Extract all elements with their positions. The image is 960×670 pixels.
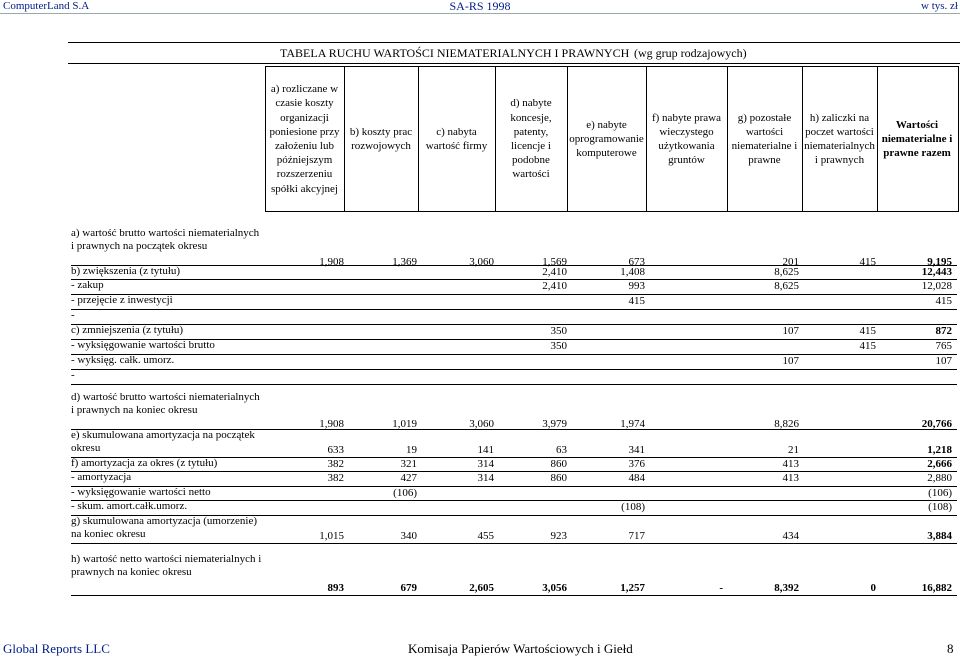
- table-cell: 8,392: [774, 582, 799, 594]
- table-cell: 107: [782, 325, 799, 337]
- table-cell: 1,019: [392, 418, 417, 430]
- table-cell: 415: [859, 256, 876, 268]
- table-row: [71, 553, 957, 595]
- table-cell: 376: [628, 458, 645, 470]
- column-header-label: d) nabyte koncesje, patenty, licencje i podobne wartości: [510, 97, 552, 181]
- table-cell: 1,908: [319, 256, 344, 268]
- column-divider: [495, 66, 496, 211]
- column-divider: [727, 66, 728, 211]
- company-name: ComputerLand S.A: [3, 0, 90, 12]
- table-row: [71, 515, 957, 543]
- table-cell: 484: [628, 472, 645, 484]
- row-label: - wyksięgowanie wartości netto: [71, 486, 211, 498]
- table-row: [71, 309, 957, 323]
- table-cell: 679: [400, 582, 417, 594]
- table-cell: 340: [400, 530, 417, 542]
- table-cell: 107: [782, 355, 799, 367]
- table-cell: 382: [327, 458, 344, 470]
- table-cell: 717: [628, 530, 645, 542]
- column-divider: [877, 66, 878, 211]
- table-cell: 8,625: [774, 266, 799, 278]
- table-row: [71, 354, 957, 368]
- column-header-5: [567, 68, 646, 210]
- table-row: [71, 369, 957, 383]
- table-cell: 16,882: [921, 582, 952, 594]
- table-cell: 141: [477, 444, 494, 456]
- table-cell: 1,015: [319, 530, 344, 542]
- table-cell: 1,908: [319, 418, 344, 430]
- column-divider: [646, 66, 647, 211]
- table-cell: 415: [859, 325, 876, 337]
- table-cell: 382: [327, 472, 344, 484]
- table-cell: 3,884: [927, 530, 952, 542]
- footer-publisher: Komisaja Papierów Wartościowych i Giełd: [408, 641, 633, 656]
- table-cell: 415: [935, 295, 952, 307]
- table-cell: 455: [477, 530, 494, 542]
- column-header-6: [646, 68, 727, 210]
- report-code: SA-RS 1998: [449, 0, 511, 13]
- column-header-3: [418, 68, 495, 210]
- table-cell: 2,410: [542, 280, 567, 292]
- row-label: -: [71, 309, 75, 321]
- table-cell: 860: [550, 472, 567, 484]
- row-divider: [71, 384, 957, 385]
- row-label: b) zwiększenia (z tytułu): [71, 265, 181, 277]
- table-cell: -: [719, 582, 723, 594]
- table-cell: (106): [928, 487, 952, 499]
- table-cell: 314: [477, 458, 494, 470]
- table-cell: 3,056: [542, 582, 567, 594]
- table-cell: 21: [788, 444, 799, 456]
- table-cell: 12,443: [921, 266, 952, 278]
- table-cell: 341: [628, 444, 645, 456]
- table-cell: 314: [477, 472, 494, 484]
- table-cell: 1,974: [620, 418, 645, 430]
- column-divider: [418, 66, 419, 211]
- table-row: [71, 227, 957, 269]
- table-cell: 2,410: [542, 266, 567, 278]
- row-label: a) wartość brutto wartości niematerialnych i prawnych na początek okresu: [71, 227, 260, 252]
- column-header-label: e) nabyte oprogramowanie komputerowe: [569, 118, 644, 160]
- table-cell: 993: [628, 280, 645, 292]
- table-cell: 20,766: [921, 418, 952, 430]
- table-cell: 673: [628, 256, 645, 268]
- column-divider: [567, 66, 568, 211]
- table-cell: 413: [782, 458, 799, 470]
- table-cell: (108): [621, 501, 645, 513]
- column-header-7: [727, 68, 802, 210]
- table-row: [71, 324, 957, 339]
- table-cell: 893: [327, 582, 344, 594]
- column-header-label: a) rozliczane w czasie koszty organizacji poniesione przy założeniu lub późniejszym rozszerzeniu spółki akcyjnej: [269, 83, 340, 195]
- row-label: - zakup: [71, 279, 104, 291]
- table-row: [71, 429, 957, 457]
- table-cell: 923: [550, 530, 567, 542]
- table-cell: 12,028: [921, 280, 952, 292]
- row-label: c) zmniejszenia (z tytułu): [71, 324, 184, 336]
- row-label: - wyksięgowanie wartości brutto: [71, 339, 215, 351]
- table-cell: 2,880: [927, 472, 952, 484]
- row-label: e) skumulowana amortyzacja na początek okresu: [71, 429, 255, 454]
- table-row: [71, 457, 957, 471]
- row-label: h) wartość netto wartości niematerialnych i prawnych na koniec okresu: [71, 553, 262, 578]
- table-subtitle: (wg grup rodzajowych): [634, 46, 747, 60]
- table-cell: (106): [393, 487, 417, 499]
- table-cell: 8,625: [774, 280, 799, 292]
- table-cell: 1,257: [620, 582, 645, 594]
- column-header-label: Wartości niematerialne i prawne razem: [881, 118, 953, 160]
- column-header-9: [877, 68, 957, 210]
- row-label: - skum. amort.całk.umorz.: [71, 500, 188, 512]
- table-cell: 9,195: [927, 256, 952, 268]
- table-cell: 2,605: [469, 582, 494, 594]
- table-row: [71, 339, 957, 353]
- table-row: [71, 294, 957, 308]
- table-cell: 350: [550, 340, 567, 352]
- table-cell: 872: [935, 325, 952, 337]
- column-header-label: f) nabyte prawa wieczystego użytkowania gruntów: [651, 111, 722, 167]
- row-label: g) skumulowana amortyzacja (umorzenie) na koniec okresu: [71, 515, 258, 540]
- column-header-label: g) pozostałe wartości niematerialne i prawne: [731, 111, 798, 167]
- table-row: [71, 265, 957, 279]
- currency-unit: w tys. zł: [921, 0, 958, 12]
- table-cell: 19: [406, 444, 417, 456]
- table-cell: 415: [628, 295, 645, 307]
- table-cell: 633: [327, 444, 344, 456]
- table-cell: 1,569: [542, 256, 567, 268]
- table-cell: 201: [782, 256, 799, 268]
- row-label: d) wartość brutto wartości niematerialnych i prawnych na koniec okresu: [71, 391, 260, 416]
- table-cell: 107: [935, 355, 952, 367]
- column-header-label: b) koszty prac rozwojowych: [349, 125, 413, 152]
- row-label: - amortyzacja: [71, 471, 132, 483]
- table-cell: 1,408: [620, 266, 645, 278]
- row-label: - wyksięg. całk. umorz.: [71, 354, 175, 366]
- table-cell: 1,218: [927, 444, 952, 456]
- table-cell: 63: [556, 444, 567, 456]
- table-row: [71, 500, 957, 514]
- table-cell: 0: [870, 582, 876, 594]
- table-cell: 427: [400, 472, 417, 484]
- table-cell: 860: [550, 458, 567, 470]
- column-divider: [802, 66, 803, 211]
- row-divider: [71, 595, 957, 596]
- row-label: - przejęcie z inwestycji: [71, 294, 173, 306]
- table-cell: 765: [935, 340, 952, 352]
- table-cell: 2,666: [927, 458, 952, 470]
- column-header-label: c) nabyta wartość firmy: [425, 125, 488, 152]
- column-header-8: [802, 68, 877, 210]
- table-cell: 415: [859, 340, 876, 352]
- row-divider: [71, 543, 957, 544]
- table-cell: 1,369: [392, 256, 417, 268]
- column-header-4: [495, 68, 567, 210]
- row-label: f) amortyzacja za okres (z tytułu): [71, 457, 218, 469]
- table-cell: 434: [782, 530, 799, 542]
- table-title: TABELA RUCHU WARTOŚCI NIEMATERIALNYCH I PRAWNYCH: [280, 46, 630, 60]
- page-number: 8: [947, 641, 954, 656]
- table-cell: 3,060: [469, 256, 494, 268]
- table-cell: 8,826: [774, 418, 799, 430]
- column-divider: [344, 66, 345, 211]
- table-row: [71, 391, 957, 431]
- table-cell: (108): [928, 501, 952, 513]
- row-label: -: [71, 369, 75, 381]
- table-cell: 350: [550, 325, 567, 337]
- column-header-label: h) zaliczki na poczet wartości niematerialnych i prawnych: [804, 111, 875, 167]
- column-header-1: [265, 68, 344, 210]
- table-cell: 3,060: [469, 418, 494, 430]
- table-cell: 3,979: [542, 418, 567, 430]
- table-title-band: [68, 42, 960, 64]
- table-row: [71, 486, 957, 500]
- table-cell: 413: [782, 472, 799, 484]
- table-row: [71, 279, 957, 293]
- column-header-2: [344, 68, 418, 210]
- table-cell: 321: [400, 458, 417, 470]
- table-row: [71, 471, 957, 485]
- footer-source: Global Reports LLC: [3, 641, 110, 656]
